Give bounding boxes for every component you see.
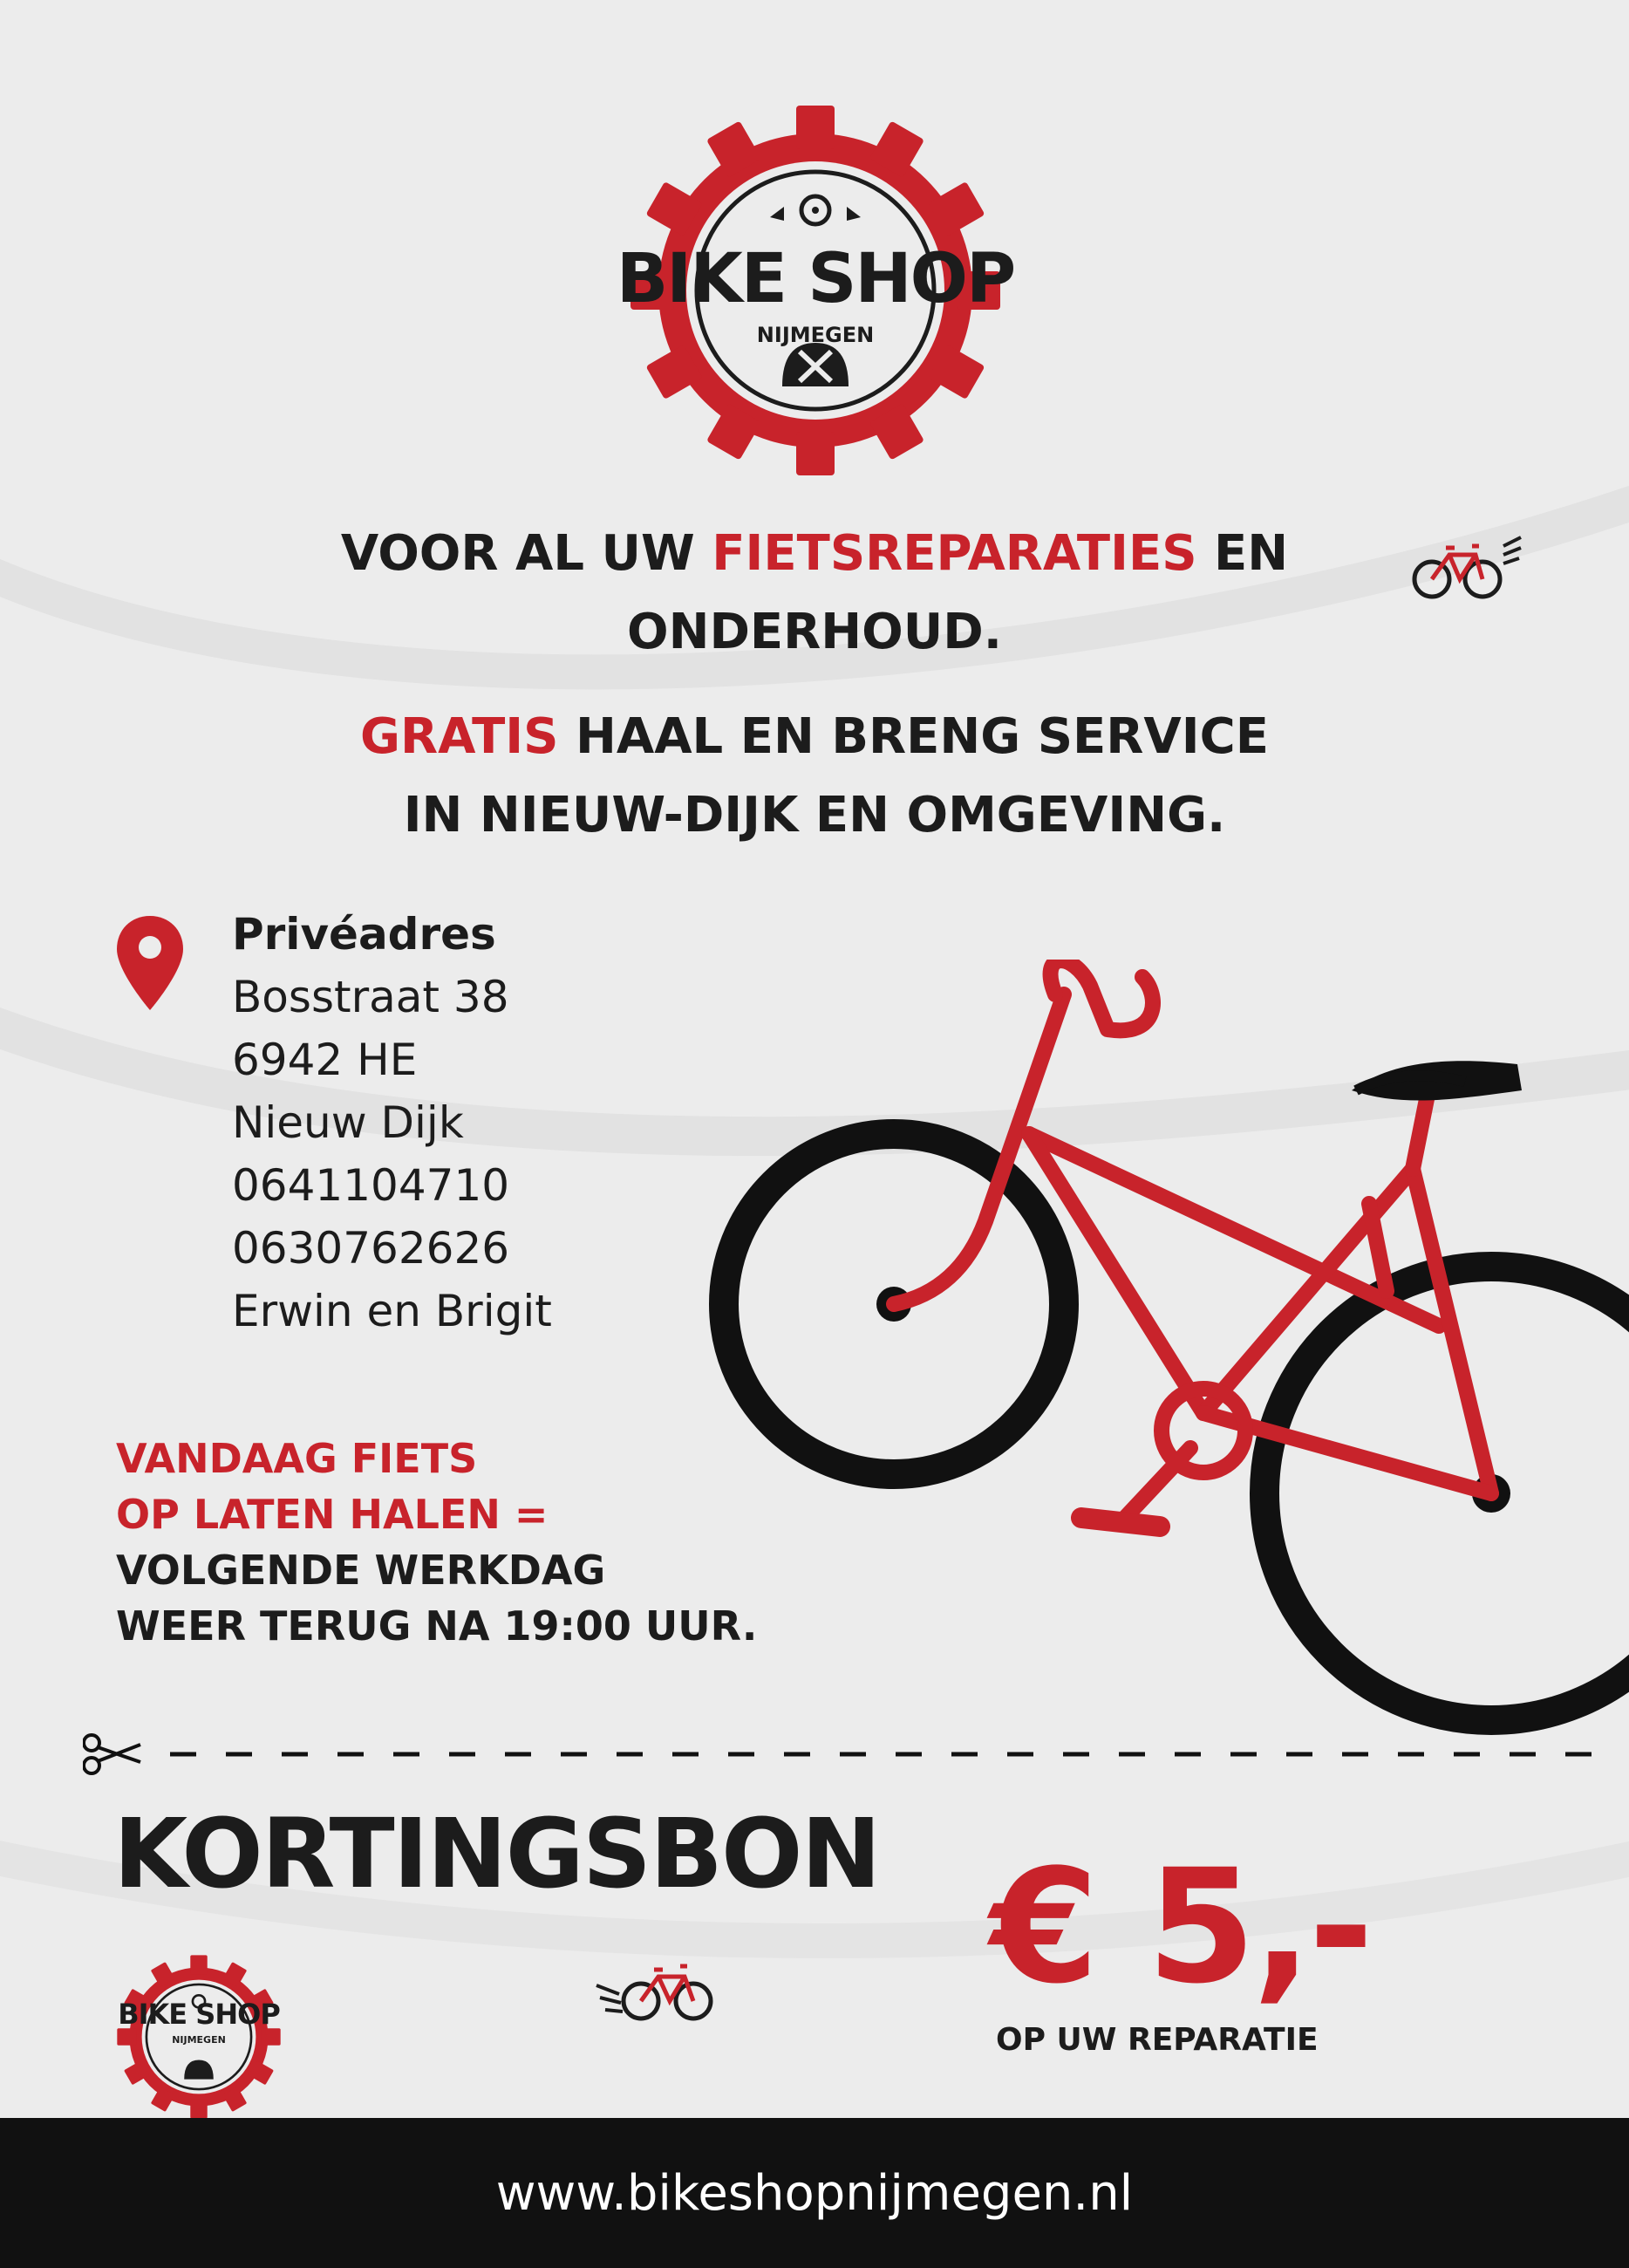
address-city: Nieuw Dijk [232,1097,464,1148]
headline-2-line2: IN NIEUW-DIJK EN OMGEVING. [403,787,1226,844]
headline-service [0,698,1629,855]
address-title: Privéadres [232,909,496,960]
logo-text-sub: NIJMEGEN [756,323,875,347]
address-street: Bosstraat 38 [232,972,509,1022]
address-postcode: 6942 HE [232,1035,418,1085]
bike-icon-bottom [593,1950,719,2029]
logo-small-text: BIKE SHOP [118,1998,280,2031]
address-block [232,903,552,1342]
headline-repairs [0,515,1629,672]
headline-1-part2: EN [1196,525,1289,582]
address-phone-1: 0641104710 [232,1160,510,1211]
headline-1-line2: ONDERHOUD. [626,604,1003,660]
footer-website-link[interactable]: www.bikeshopnijmegen.nl [495,2164,1134,2222]
coupon-subtitle: OP UW REPARATIE [996,2022,1319,2058]
map-pin-icon [115,914,185,1012]
address-phone-2: 0630762626 [232,1223,510,1274]
headline-2-part1: HAAL EN BRENG SERVICE [558,708,1269,765]
service-note-line2: OP LATEN HALEN = [116,1491,549,1538]
headline-2-highlight: GRATIS [360,708,559,765]
address-names: Erwin en Brigit [232,1286,552,1336]
coupon-title: KORTINGSBON [113,1798,880,1909]
footer-bar [0,2118,1629,2268]
service-note-line4: WEER TERUG NA 19:00 UUR. [116,1602,758,1650]
logo-text-main: BIKE SHOP [616,240,1015,318]
service-note [116,1431,757,1654]
service-note-line1: VANDAAG FIETS [116,1435,478,1482]
coupon-amount: € 5,- [990,1836,1371,2019]
coupon-cut-line [83,1727,1618,1780]
service-note-line3: VOLGENDE WERKDAG [116,1547,606,1594]
scissors-icon [84,1735,140,1773]
headline-1-part1: VOOR AL UW [340,525,712,582]
logo-small-sub: NIJMEGEN [172,2034,226,2046]
bicycle-illustration [706,960,1629,1762]
headline-1-highlight: FIETSREPARATIES [712,525,1197,582]
